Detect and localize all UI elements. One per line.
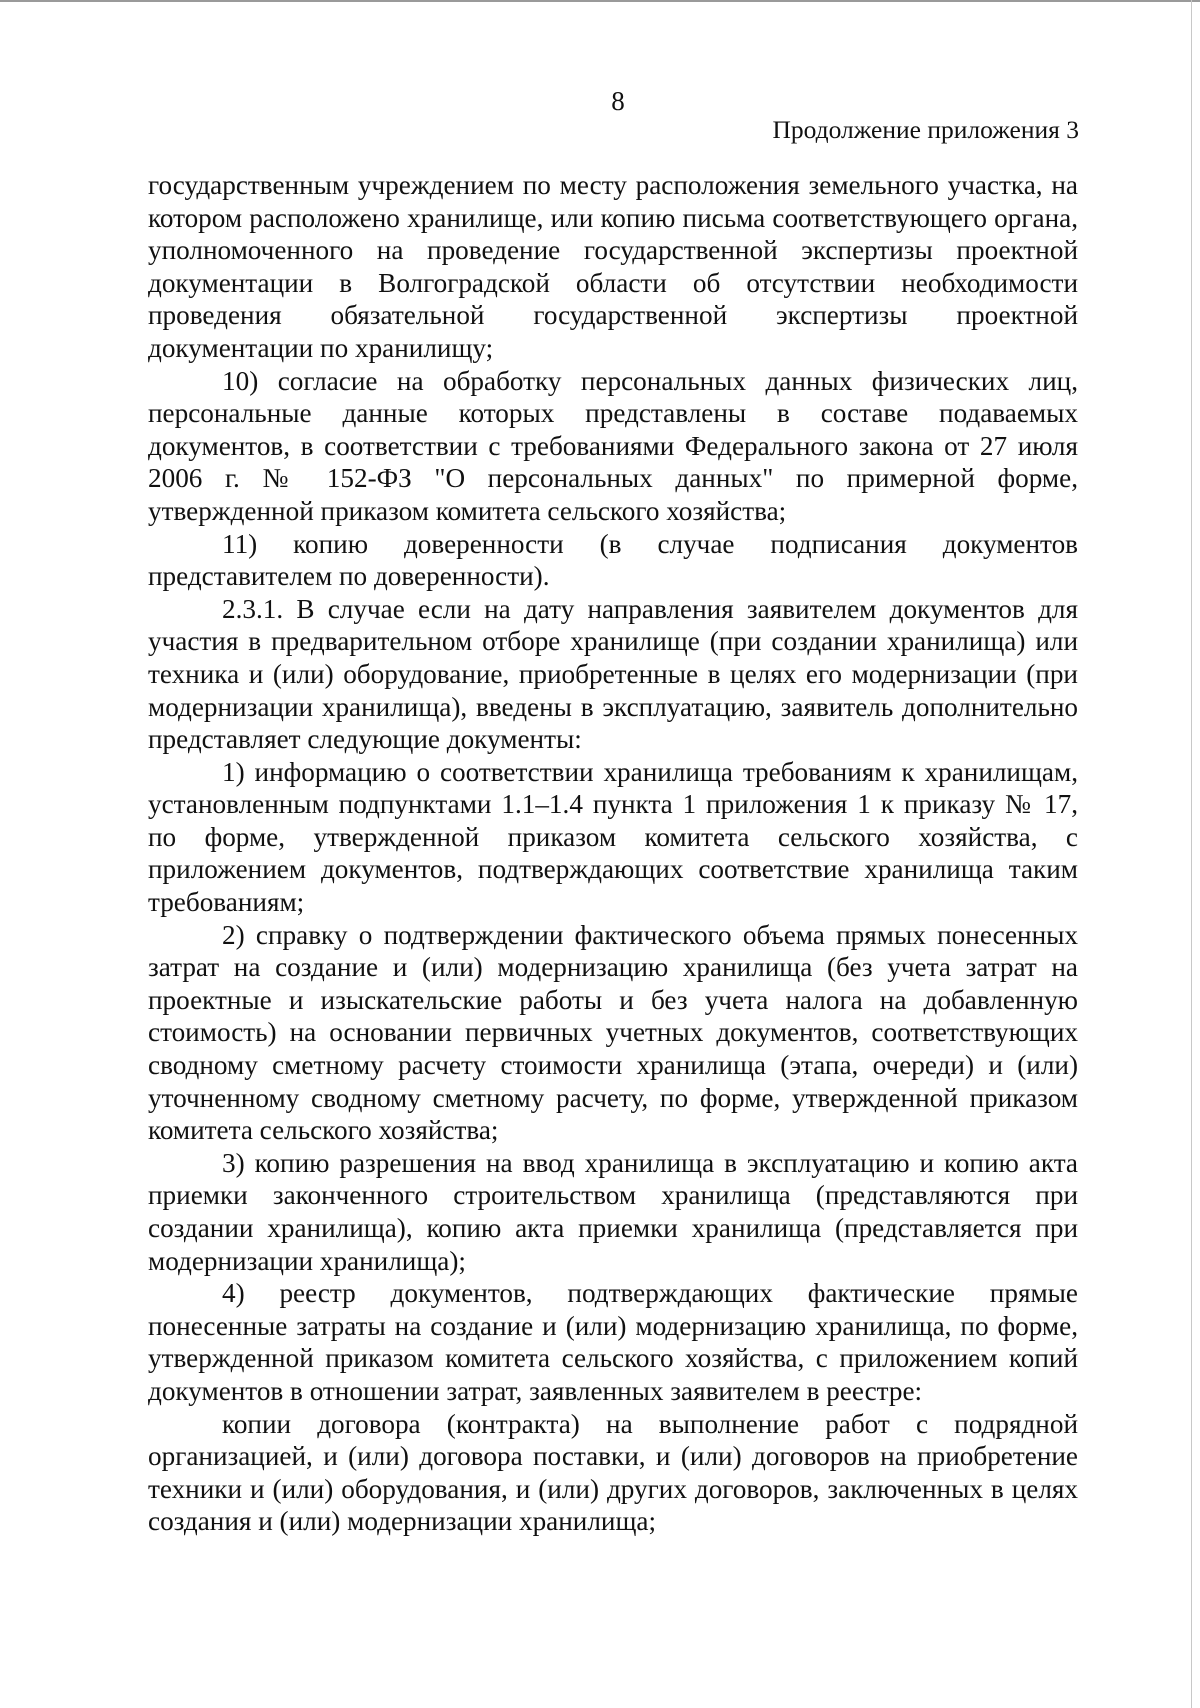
paragraph-contract-copies: копии договора (контракта) на выполнение работ с подрядной организацией, и (или) договора поставки, и (или) договоров на приобретение техники и (или) оборудования, и (или) других договоров, заключенных в целях создания и (или) модернизации хранилища;	[148, 1408, 1078, 1537]
paragraph-subitem-1: 1) информацию о соответствии хранилища требованиям к хранилищам, установленным подпунктами 1.1–1.4 пункта 1 приложения 1 к приказу № 17, по форме, утвержденной приказом комитета сельского хозяйства, с приложением документов, подтверждающих соответствие хранилища таким требованиям;	[148, 756, 1078, 918]
page-number: 8	[611, 86, 625, 116]
scan-top-edge	[0, 0, 1200, 2]
paragraph-item-10: 10) согласие на обработку персональных данных физических лиц, персональные данные которых представлены в составе подаваемых документов, в соответствии с требованиями Федерального закона от 27 июля 2006 г. № 152-ФЗ "О персональных данных" по примерной форме, утвержденной приказом комитета сельского хозяйства;	[148, 365, 1078, 526]
scan-right-edge	[1191, 0, 1192, 1708]
paragraph-continuation: государственным учреждением по месту расположения земельного участка, на котором расположено хранилище, или копию письма соответствующего органа, уполномоченного на проведение государственной экспертизы проектной документации в Волгоградской области об отсутствии необходимости проведения обязательной государственной экспертизы проектной документации по хранилищу;	[148, 170, 1078, 363]
document-body	[148, 169, 1078, 1538]
paragraph-item-11: 11) копию доверенности (в случае подписания документов представителем по доверенности).	[148, 528, 1078, 592]
paragraph-subitem-4: 4) реестр документов, подтверждающих фактические прямые понесенные затраты на создание и (или) модернизацию хранилища, по форме, утвержденной приказом комитета сельского хозяйства, с приложением копий документов в отношении затрат, заявленных заявителем в реестре:	[148, 1278, 1078, 1406]
paragraph-subitem-2: 2) справку о подтверждении фактического объема прямых понесенных затрат на создание и (или) модернизацию хранилища (без учета затрат на проектные и изыскательские работы и без учета налога на добавленную стоимость) на основании первичных учетных документов, соответствующих сводному сметному расчету стоимости хранилища (этапа, очереди) и (или) уточненному сводному сметному расчету, по форме, утвержденной приказом комитета сельского хозяйства;	[148, 919, 1078, 1146]
paragraph-subitem-3: 3) копию разрешения на ввод хранилища в эксплуатацию и копию акта приемки законченного строительством хранилища (представляются при создании хранилища), копию акта приемки хранилища (представляется при модернизации хранилища);	[148, 1147, 1078, 1276]
appendix-continuation-note: Продолжение приложения 3	[772, 115, 1079, 144]
paragraph-clause-2-3-1: 2.3.1. В случае если на дату направления заявителем документов для участия в предварительном отборе хранилище (при создании хранилища) или техника и (или) оборудование, приобретенные в целях его модернизации (при модернизации хранилища), введены в эксплуатацию, заявитель дополнительно представляет следующие документы:	[148, 593, 1078, 755]
